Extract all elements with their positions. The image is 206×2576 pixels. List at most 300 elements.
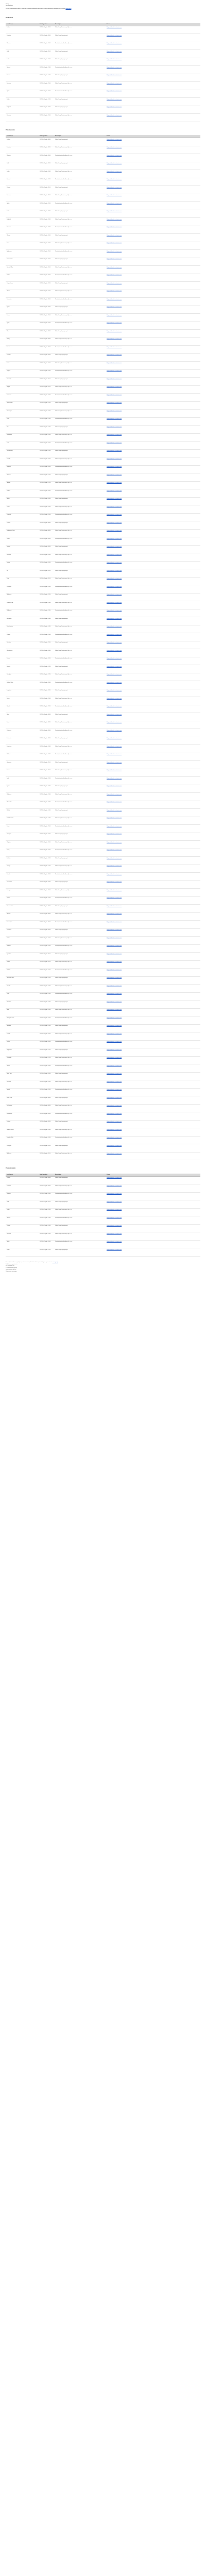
row-link[interactable]: Nieprawidłowość na stronie www <box>106 1192 200 1200</box>
row-link[interactable]: Nieprawidłowość na stronie www <box>106 976 200 985</box>
row-link[interactable]: Nieprawidłowość na stronie www <box>106 873 200 881</box>
table-row <box>6 1176 200 1184</box>
table-row <box>6 50 200 58</box>
table-cell: Jarosław <box>6 1024 39 1032</box>
table-cell: 2023-05-12 godz. 14:30 <box>39 433 54 442</box>
table-cell: Sanok <box>6 769 39 777</box>
row-link[interactable]: Nieprawidłowość na stronie www <box>106 889 200 897</box>
table-cell: 2023-05-14 godz. 17:00 <box>39 857 54 865</box>
row-link[interactable]: Nieprawidłowość na stronie www <box>106 410 200 418</box>
row-link[interactable]: Nieprawidłowość na stronie www <box>106 737 200 745</box>
row-link[interactable]: Nieprawidłowość na stronie www <box>106 721 200 729</box>
table-cell: 2023-05-15 godz. 15:30 <box>39 1024 54 1032</box>
table-cell: Zakład Usług Technicznych Sp. z o.o. <box>54 114 106 122</box>
table-cell: Chrzanów <box>6 1056 39 1064</box>
row-link[interactable]: Nieprawidłowość na stronie www <box>106 1152 200 1160</box>
table-cell: 2023-05-14 godz. 09:30 <box>39 737 54 745</box>
row-link[interactable]: Nieprawidłowość na stronie www <box>106 489 200 498</box>
row-link[interactable]: Nieprawidłowość na stronie www <box>106 865 200 873</box>
table-cell: 2023-05-15 godz. 09:30 <box>39 928 54 937</box>
row-link[interactable]: Nieprawidłowość na stronie www <box>106 266 200 274</box>
table-cell: Radom <box>6 274 39 282</box>
row-link[interactable]: Nieprawidłowość na stronie www <box>106 545 200 553</box>
table-row <box>6 1120 200 1128</box>
table-cell: 2023-05-11 godz. 15:30 <box>39 258 54 266</box>
table-cell: 2023-05-11 godz. 12:30 <box>39 210 54 218</box>
row-link[interactable]: Nieprawidłowość na stronie www <box>106 146 200 154</box>
table-row <box>6 1072 200 1080</box>
table-cell: Zakład Usług Technicznych Sp. z o.o. <box>54 314 106 322</box>
row-link[interactable]: Nieprawidłowość na stronie www <box>106 880 200 889</box>
table-cell: 2023-05-13 godz. 13:00 <box>39 601 54 609</box>
table-row <box>6 1032 200 1041</box>
table-cell: Zakład Usług Logistycznych <box>54 569 106 578</box>
table-cell: 2023-05-14 godz. 19:30 <box>39 896 54 905</box>
row-link[interactable]: Nieprawidłowość na stronie www <box>106 657 200 665</box>
table-cell: Zakład Usług Technicznych Sp. z o.o. <box>54 841 106 849</box>
row-link[interactable]: Nieprawidłowość na stronie www <box>106 242 200 250</box>
table-row <box>6 449 200 457</box>
table-cell: Skierniewice <box>6 649 39 657</box>
table-cell: Chojnice <box>6 841 39 849</box>
table-cell: 2023-05-13 godz. 12:00 <box>39 585 54 594</box>
row-link[interactable]: Nieprawidłowość na stronie www <box>106 457 200 466</box>
row-link[interactable]: Nieprawidłowość na stronie www <box>106 849 200 857</box>
row-link[interactable]: Nieprawidłowość na stronie www <box>106 210 200 218</box>
table-cell: 2023-05-14 godz. 15:00 <box>39 825 54 833</box>
row-link[interactable]: Nieprawidłowość na stronie www <box>106 609 200 617</box>
row-link[interactable]: Nieprawidłowość na stronie www <box>106 1040 200 1048</box>
table-row <box>6 282 200 290</box>
row-link[interactable]: Nieprawidłowość na stronie www <box>106 426 200 434</box>
row-link[interactable]: Nieprawidłowość na stronie www <box>106 857 200 865</box>
row-link[interactable]: Nieprawidłowość na stronie www <box>106 944 200 953</box>
row-link[interactable]: Nieprawidłowość na stronie www <box>106 769 200 777</box>
row-link[interactable]: Nieprawidłowość na stronie www <box>106 1240 200 1248</box>
row-link[interactable]: Nieprawidłowość na stronie www <box>106 761 200 769</box>
table-cell: 2023-05-10 godz. 11:00 <box>39 50 54 58</box>
table-cell: Rzeszów <box>6 114 39 122</box>
row-link[interactable]: Nieprawidłowość na stronie www <box>106 170 200 178</box>
row-link[interactable]: Nieprawidłowość na stronie www <box>106 186 200 194</box>
table-cell: Zakład Usług Technicznych Sp. z o.o. <box>54 649 106 657</box>
row-link[interactable]: Nieprawidłowość na stronie www <box>106 809 200 817</box>
row-link[interactable]: Nieprawidłowość na stronie www <box>106 442 200 450</box>
table-cell: Sopot <box>6 721 39 729</box>
row-link[interactable]: Nieprawidłowość na stronie www <box>106 298 200 306</box>
table-row <box>6 1248 200 1257</box>
table-cell: Zakład Usług Logistycznych <box>54 1024 106 1032</box>
row-link[interactable]: Nieprawidłowość na stronie www <box>106 337 200 346</box>
row-link[interactable]: Nieprawidłowość na stronie www <box>106 138 200 146</box>
table-cell: Kalisz <box>6 362 39 370</box>
table-cell: 2023-05-14 godz. 08:30 <box>39 721 54 729</box>
table-cell: Zakład Usług Technicznych Sp. z o.o. <box>54 194 106 202</box>
table-cell: Kraśnik <box>6 1032 39 1041</box>
table-cell: 2023-05-15 godz. 16:30 <box>39 1040 54 1048</box>
row-link[interactable]: Nieprawidłowość na stronie www <box>106 593 200 601</box>
table-row <box>6 1040 200 1048</box>
row-link[interactable]: Nieprawidłowość na stronie www <box>106 745 200 753</box>
table-row <box>6 1208 200 1216</box>
intro-link[interactable]: www.gov.pl <box>65 8 72 10</box>
row-link[interactable]: Nieprawidłowość na stronie www <box>106 1248 200 1257</box>
row-link[interactable]: Nieprawidłowość na stronie www <box>106 729 200 737</box>
row-link[interactable]: Nieprawidłowość na stronie www <box>106 529 200 537</box>
table-cell: Zielona Góra <box>6 258 39 266</box>
row-link[interactable]: Nieprawidłowość na stronie www <box>106 346 200 354</box>
table-cell: 2023-05-17 godz. 11:00 <box>39 1200 54 1209</box>
table-cell: Kołobrzeg <box>6 745 39 753</box>
row-link[interactable]: Nieprawidłowość na stronie www <box>106 1016 200 1025</box>
row-link[interactable]: Nieprawidłowość na stronie www <box>106 960 200 969</box>
table-cell: Kraków <box>6 26 39 34</box>
row-link[interactable]: Nieprawidłowość na stronie www <box>106 282 200 290</box>
table-cell: Stalowa Wola <box>6 681 39 689</box>
row-link[interactable]: Nieprawidłowość na stronie www <box>106 321 200 330</box>
column-header: Pozwa <box>106 1174 200 1177</box>
table-cell: Zakład Usług Logistycznych <box>54 737 106 745</box>
row-link[interactable]: Nieprawidłowość na stronie www <box>106 705 200 713</box>
section-title: Rozliczenia <box>6 17 13 19</box>
row-link[interactable]: Nieprawidłowość na stronie www <box>106 274 200 282</box>
table-cell: Zakład Usług Logistycznych <box>54 106 106 114</box>
row-link[interactable]: Nieprawidłowość na stronie www <box>106 98 200 106</box>
row-link[interactable]: Nieprawidłowość na stronie www <box>106 194 200 202</box>
row-link[interactable]: Nieprawidłowość na stronie www <box>106 713 200 721</box>
row-link[interactable]: Nieprawidłowość na stronie www <box>106 449 200 457</box>
row-link[interactable]: Nieprawidłowość na stronie www <box>106 234 200 242</box>
row-link[interactable]: Nieprawidłowość na stronie www <box>106 114 200 122</box>
table-row <box>6 1008 200 1016</box>
table-cell: 2023-05-15 godz. 11:00 <box>39 953 54 961</box>
row-link[interactable]: Nieprawidłowość na stronie www <box>106 1001 200 1009</box>
row-link[interactable]: Nieprawidłowość na stronie www <box>106 1072 200 1080</box>
row-link[interactable]: Nieprawidłowość na stronie www <box>106 481 200 489</box>
footer <box>6 1262 200 1273</box>
table-row <box>6 162 200 170</box>
table-cell: Zakład Usług Technicznych Sp. z o.o. <box>54 769 106 777</box>
table-cell: Kwidzyn <box>6 889 39 897</box>
table-cell: Przedsiębiorstwo Handlowe Sp. z o.o. <box>54 346 106 354</box>
table-cell: Przedsiębiorstwo Handlowe Sp. z o.o. <box>54 154 106 162</box>
row-link[interactable]: Nieprawidłowość na stronie www <box>106 785 200 793</box>
row-link[interactable]: Nieprawidłowość na stronie www <box>106 561 200 569</box>
column-header: Lokalizacja <box>6 23 39 26</box>
table-cell: Zakład Usług Technicznych Sp. z o.o. <box>54 960 106 969</box>
row-link[interactable]: Nieprawidłowość na stronie www <box>106 801 200 809</box>
table-row <box>6 314 200 322</box>
row-link[interactable]: Nieprawidłowość na stronie www <box>106 226 200 234</box>
row-link[interactable]: Nieprawidłowość na stronie www <box>106 218 200 226</box>
table-row <box>6 138 200 146</box>
row-link[interactable]: Nieprawidłowość na stronie www <box>106 969 200 977</box>
footer-note: Szczegółowe informacje dotyczące terminów i podmiotów właściwych dostępne są na stronie <box>6 1261 53 1263</box>
row-link[interactable]: Nieprawidłowość na stronie www <box>106 353 200 362</box>
row-link[interactable]: Nieprawidłowość na stronie www <box>106 513 200 521</box>
table-cell: 2023-05-12 godz. 11:30 <box>39 385 54 394</box>
table-cell: 2023-05-17 godz. 14:00 <box>39 1224 54 1232</box>
table-cell: Przedsiębiorstwo Handlowe Sp. z o.o. <box>54 849 106 857</box>
row-link[interactable]: Nieprawidłowość na stronie www <box>106 42 200 50</box>
row-link[interactable]: Nieprawidłowość na stronie www <box>106 258 200 266</box>
row-link[interactable]: Nieprawidłowość na stronie www <box>106 577 200 585</box>
table-cell: Przedsiębiorstwo Handlowe Sp. z o.o. <box>54 873 106 881</box>
row-link[interactable]: Nieprawidłowość na stronie www <box>106 928 200 937</box>
row-link[interactable]: Nieprawidłowość na stronie www <box>106 1064 200 1073</box>
table-cell: Przemyśl <box>6 513 39 521</box>
table-row <box>6 673 200 681</box>
row-link[interactable]: Nieprawidłowość na stronie www <box>106 1224 200 1232</box>
row-link[interactable]: Nieprawidłowość na stronie www <box>106 1056 200 1064</box>
row-link[interactable]: Nieprawidłowość na stronie www <box>106 1200 200 1209</box>
row-link[interactable]: Nieprawidłowość na stronie www <box>106 617 200 625</box>
table-row <box>6 985 200 993</box>
footer-link[interactable]: www.gov.pl <box>52 1261 58 1263</box>
table-cell: Kraków <box>6 1176 39 1184</box>
table-cell: Ostrowiec Św. <box>6 905 39 913</box>
row-link[interactable]: Nieprawidłowość na stronie www <box>106 937 200 945</box>
row-link[interactable]: Nieprawidłowość na stronie www <box>106 992 200 1001</box>
row-link[interactable]: Nieprawidłowość na stronie www <box>106 817 200 825</box>
table-cell: Przedsiębiorstwo Handlowe Sp. z o.o. <box>54 465 106 473</box>
table-row <box>6 633 200 641</box>
table-cell: Zakład Usług Logistycznych <box>54 378 106 386</box>
table-row <box>6 489 200 498</box>
row-link[interactable]: Nieprawidłowość na stronie www <box>106 793 200 801</box>
table-cell: Przedsiębiorstwo Handlowe Sp. z o.o. <box>54 657 106 665</box>
row-link[interactable]: Nieprawidłowość na stronie www <box>106 673 200 681</box>
table-cell: Szczytno <box>6 1080 39 1089</box>
row-link[interactable]: Nieprawidłowość na stronie www <box>106 369 200 378</box>
row-link[interactable]: Nieprawidłowość na stronie www <box>106 50 200 58</box>
row-link[interactable]: Nieprawidłowość na stronie www <box>106 1080 200 1089</box>
row-link[interactable]: Nieprawidłowość na stronie www <box>106 314 200 322</box>
row-link[interactable]: Nieprawidłowość na stronie www <box>106 1024 200 1032</box>
table-row <box>6 58 200 66</box>
table-row <box>6 74 200 82</box>
table-cell: Zakład Usług Technicznych Sp. z o.o. <box>54 985 106 993</box>
row-link[interactable]: Nieprawidłowość na stronie www <box>106 1096 200 1105</box>
table-cell: Zakład Usług Technicznych Sp. z o.o. <box>54 82 106 90</box>
row-link[interactable]: Nieprawidłowość na stronie www <box>106 1048 200 1057</box>
row-link[interactable]: Nieprawidłowość na stronie www <box>106 362 200 370</box>
table-cell: Zakład Usług Logistycznych <box>54 234 106 242</box>
table-cell: 2023-05-13 godz. 16:30 <box>39 657 54 665</box>
row-link[interactable]: Nieprawidłowość na stronie www <box>106 306 200 314</box>
row-link[interactable]: Nieprawidłowość na stronie www <box>106 625 200 633</box>
footer-note-line <box>6 1262 200 1263</box>
row-link[interactable]: Nieprawidłowość na stronie www <box>106 178 200 186</box>
row-link[interactable]: Nieprawidłowość na stronie www <box>106 66 200 74</box>
table-cell: Zakład Usług Logistycznych <box>54 953 106 961</box>
row-link[interactable]: Nieprawidłowość na stronie www <box>106 921 200 929</box>
table-cell: 2023-05-12 godz. 16:00 <box>39 457 54 466</box>
row-link[interactable]: Nieprawidłowość na stronie www <box>106 106 200 114</box>
row-link[interactable]: Nieprawidłowość na stronie www <box>106 521 200 530</box>
column-header: Lokalizacja <box>6 1174 39 1177</box>
table-cell: Gorlice <box>6 937 39 945</box>
row-link[interactable]: Nieprawidłowość na stronie www <box>106 465 200 473</box>
row-link[interactable]: Nieprawidłowość na stronie www <box>106 833 200 841</box>
row-link[interactable]: Nieprawidłowość na stronie www <box>106 1216 200 1225</box>
row-link[interactable]: Nieprawidłowość na stronie www <box>106 385 200 394</box>
table-cell: Grudziądz <box>6 378 39 386</box>
table-row <box>6 346 200 354</box>
row-link[interactable]: Nieprawidłowość na stronie www <box>106 689 200 697</box>
table-cell: 2023-05-11 godz. 11:30 <box>39 194 54 202</box>
table-cell: Myślenice <box>6 1152 39 1160</box>
row-link[interactable]: Nieprawidłowość na stronie www <box>106 394 200 402</box>
row-link[interactable]: Nieprawidłowość na stronie www <box>106 537 200 546</box>
row-link[interactable]: Nieprawidłowość na stronie www <box>106 896 200 905</box>
row-link[interactable]: Nieprawidłowość na stronie www <box>106 58 200 66</box>
table-row <box>6 274 200 282</box>
row-link[interactable]: Nieprawidłowość na stronie www <box>106 649 200 657</box>
table-cell: Zakład Usług Technicznych Sp. z o.o. <box>54 1208 106 1216</box>
row-link[interactable]: Nieprawidłowość na stronie www <box>106 473 200 482</box>
table-row <box>6 921 200 929</box>
row-link[interactable]: Nieprawidłowość na stronie www <box>106 841 200 849</box>
table-cell: Zakład Usług Logistycznych <box>54 306 106 314</box>
table-cell: 2023-05-10 godz. 08:00 <box>39 26 54 34</box>
table-cell: Szczecin <box>6 194 39 202</box>
table-cell: 2023-05-11 godz. 18:00 <box>39 298 54 306</box>
table-row <box>6 106 200 114</box>
row-link[interactable]: Nieprawidłowość na stronie www <box>106 1208 200 1216</box>
row-link[interactable]: Nieprawidłowość na stronie www <box>106 753 200 761</box>
table-cell: Zakład Usług Logistycznych <box>54 401 106 410</box>
row-link[interactable]: Nieprawidłowość na stronie www <box>106 1176 200 1184</box>
row-link[interactable]: Nieprawidłowość na stronie www <box>106 505 200 514</box>
row-link[interactable]: Nieprawidłowość na stronie www <box>106 681 200 689</box>
row-link[interactable]: Nieprawidłowość na stronie www <box>106 330 200 338</box>
table-cell: Piotrków Tryb. <box>6 601 39 609</box>
table-cell: 2023-05-11 godz. 08:30 <box>39 146 54 154</box>
table-row <box>6 912 200 921</box>
row-link[interactable]: Nieprawidłowość na stronie www <box>106 641 200 649</box>
table-cell: Zakład Usług Logistycznych <box>54 665 106 673</box>
table-cell: Przedsiębiorstwo Handlowe Sp. z o.o. <box>54 442 106 450</box>
row-link[interactable]: Nieprawidłowość na stronie www <box>106 569 200 578</box>
row-link[interactable]: Nieprawidłowość na stronie www <box>106 90 200 98</box>
row-link[interactable]: Nieprawidłowość na stronie www <box>106 1128 200 1137</box>
row-link[interactable]: Nieprawidłowość na stronie www <box>106 1120 200 1128</box>
row-link[interactable]: Nieprawidłowość na stronie www <box>106 1104 200 1112</box>
table-cell: Chełm <box>6 537 39 546</box>
table-cell: 2023-05-15 godz. 14:00 <box>39 1001 54 1009</box>
table-cell: Świdnica <box>6 553 39 562</box>
row-link[interactable]: Nieprawidłowość na stronie www <box>106 26 200 34</box>
row-link[interactable]: Nieprawidłowość na stronie www <box>106 74 200 82</box>
table-cell: 2023-05-14 godz. 14:00 <box>39 809 54 817</box>
row-link[interactable]: Nieprawidłowość na stronie www <box>106 985 200 993</box>
table-cell: 2023-05-12 godz. 12:00 <box>39 394 54 402</box>
table-cell: Zakład Usług Logistycznych <box>54 58 106 66</box>
table-cell: Zakład Usług Logistycznych <box>54 353 106 362</box>
row-link[interactable]: Nieprawidłowość na stronie www <box>106 433 200 442</box>
table-cell: Pszczyna <box>6 1144 39 1153</box>
row-link[interactable]: Nieprawidłowość na stronie www <box>106 154 200 162</box>
table-cell: Sosnowiec <box>6 298 39 306</box>
table-cell: Przedsiębiorstwo Handlowe Sp. z o.o. <box>54 609 106 617</box>
row-link[interactable]: Nieprawidłowość na stronie www <box>106 202 200 210</box>
table-cell: 2023-05-15 godz. 09:00 <box>39 921 54 929</box>
row-link[interactable]: Nieprawidłowość na stronie www <box>106 82 200 90</box>
table-cell: 2023-05-13 godz. 08:00 <box>39 521 54 530</box>
row-link[interactable]: Nieprawidłowość na stronie www <box>106 34 200 42</box>
row-link[interactable]: Nieprawidłowość na stronie www <box>106 401 200 410</box>
table-cell: 2023-05-13 godz. 18:30 <box>39 689 54 697</box>
row-link[interactable]: Nieprawidłowość na stronie www <box>106 697 200 705</box>
table-cell: Poznań <box>6 74 39 82</box>
row-link[interactable]: Nieprawidłowość na stronie www <box>106 1232 200 1241</box>
table-cell: Kraków <box>6 138 39 146</box>
row-link[interactable]: Nieprawidłowość na stronie www <box>106 250 200 258</box>
table-row <box>6 146 200 154</box>
table-cell: Tarnów <box>6 346 39 354</box>
table-cell: 2023-05-12 godz. 16:30 <box>39 465 54 473</box>
row-link[interactable]: Nieprawidłowość na stronie www <box>106 1136 200 1144</box>
row-link[interactable]: Nieprawidłowość na stronie www <box>106 585 200 594</box>
table-cell: Legnica <box>6 369 39 378</box>
table-cell: 2023-05-10 godz. 10:00 <box>39 42 54 50</box>
table-cell: Bydgoszcz <box>6 250 39 258</box>
table-cell: 2023-05-15 godz. 16:00 <box>39 1032 54 1041</box>
table-cell: Skarżysko-Kam. <box>6 1016 39 1025</box>
table-row <box>6 1136 200 1144</box>
table-cell: 2023-05-15 godz. 17:30 <box>39 1056 54 1064</box>
row-link[interactable]: Nieprawidłowość na stronie www <box>106 777 200 785</box>
row-link[interactable]: Nieprawidłowość na stronie www <box>106 553 200 562</box>
row-link[interactable]: Nieprawidłowość na stronie www <box>106 912 200 921</box>
row-link[interactable]: Nieprawidłowość na stronie www <box>106 601 200 609</box>
table-cell: Zakład Usług Logistycznych <box>54 617 106 625</box>
table-cell: Lublin <box>6 1208 39 1216</box>
table-row <box>6 226 200 234</box>
table-cell: Stargard <box>6 465 39 473</box>
row-link[interactable]: Nieprawidłowość na stronie www <box>106 497 200 505</box>
row-link[interactable]: Nieprawidłowość na stronie www <box>106 1008 200 1016</box>
row-link[interactable]: Nieprawidłowość na stronie www <box>106 825 200 833</box>
row-link[interactable]: Nieprawidłowość na stronie www <box>106 665 200 673</box>
table-cell: 2023-05-11 godz. 16:30 <box>39 274 54 282</box>
row-link[interactable]: Nieprawidłowość na stronie www <box>106 1144 200 1153</box>
table-cell: Września <box>6 1001 39 1009</box>
row-link[interactable]: Nieprawidłowość na stronie www <box>106 905 200 913</box>
table-cell: Przedsiębiorstwo Handlowe Sp. z o.o. <box>54 729 106 737</box>
row-link[interactable]: Nieprawidłowość na stronie www <box>106 1184 200 1193</box>
table-row <box>6 976 200 985</box>
row-link[interactable]: Nieprawidłowość na stronie www <box>106 162 200 170</box>
row-link[interactable]: Nieprawidłowość na stronie www <box>106 417 200 426</box>
table-cell: Poznań <box>6 186 39 194</box>
table-cell: Przedsiębiorstwo Handlowe Sp. z o.o. <box>54 1192 106 1200</box>
row-link[interactable]: Nieprawidłowość na stronie www <box>106 1032 200 1041</box>
row-link[interactable]: Nieprawidłowość na stronie www <box>106 953 200 961</box>
row-link[interactable]: Nieprawidłowość na stronie www <box>106 378 200 386</box>
table-row <box>6 729 200 737</box>
table-row <box>6 306 200 314</box>
table-row <box>6 681 200 689</box>
table-cell: 2023-05-10 godz. 15:00 <box>39 82 54 90</box>
row-link[interactable]: Nieprawidłowość na stronie www <box>106 290 200 298</box>
table-cell: Zakład Usług Logistycznych <box>54 138 106 146</box>
row-link[interactable]: Nieprawidłowość na stronie www <box>106 1088 200 1096</box>
table-cell: Zakład Usług Logistycznych <box>54 857 106 865</box>
row-link[interactable]: Nieprawidłowość na stronie www <box>106 1112 200 1121</box>
row-link[interactable]: Nieprawidłowość na stronie www <box>106 633 200 641</box>
